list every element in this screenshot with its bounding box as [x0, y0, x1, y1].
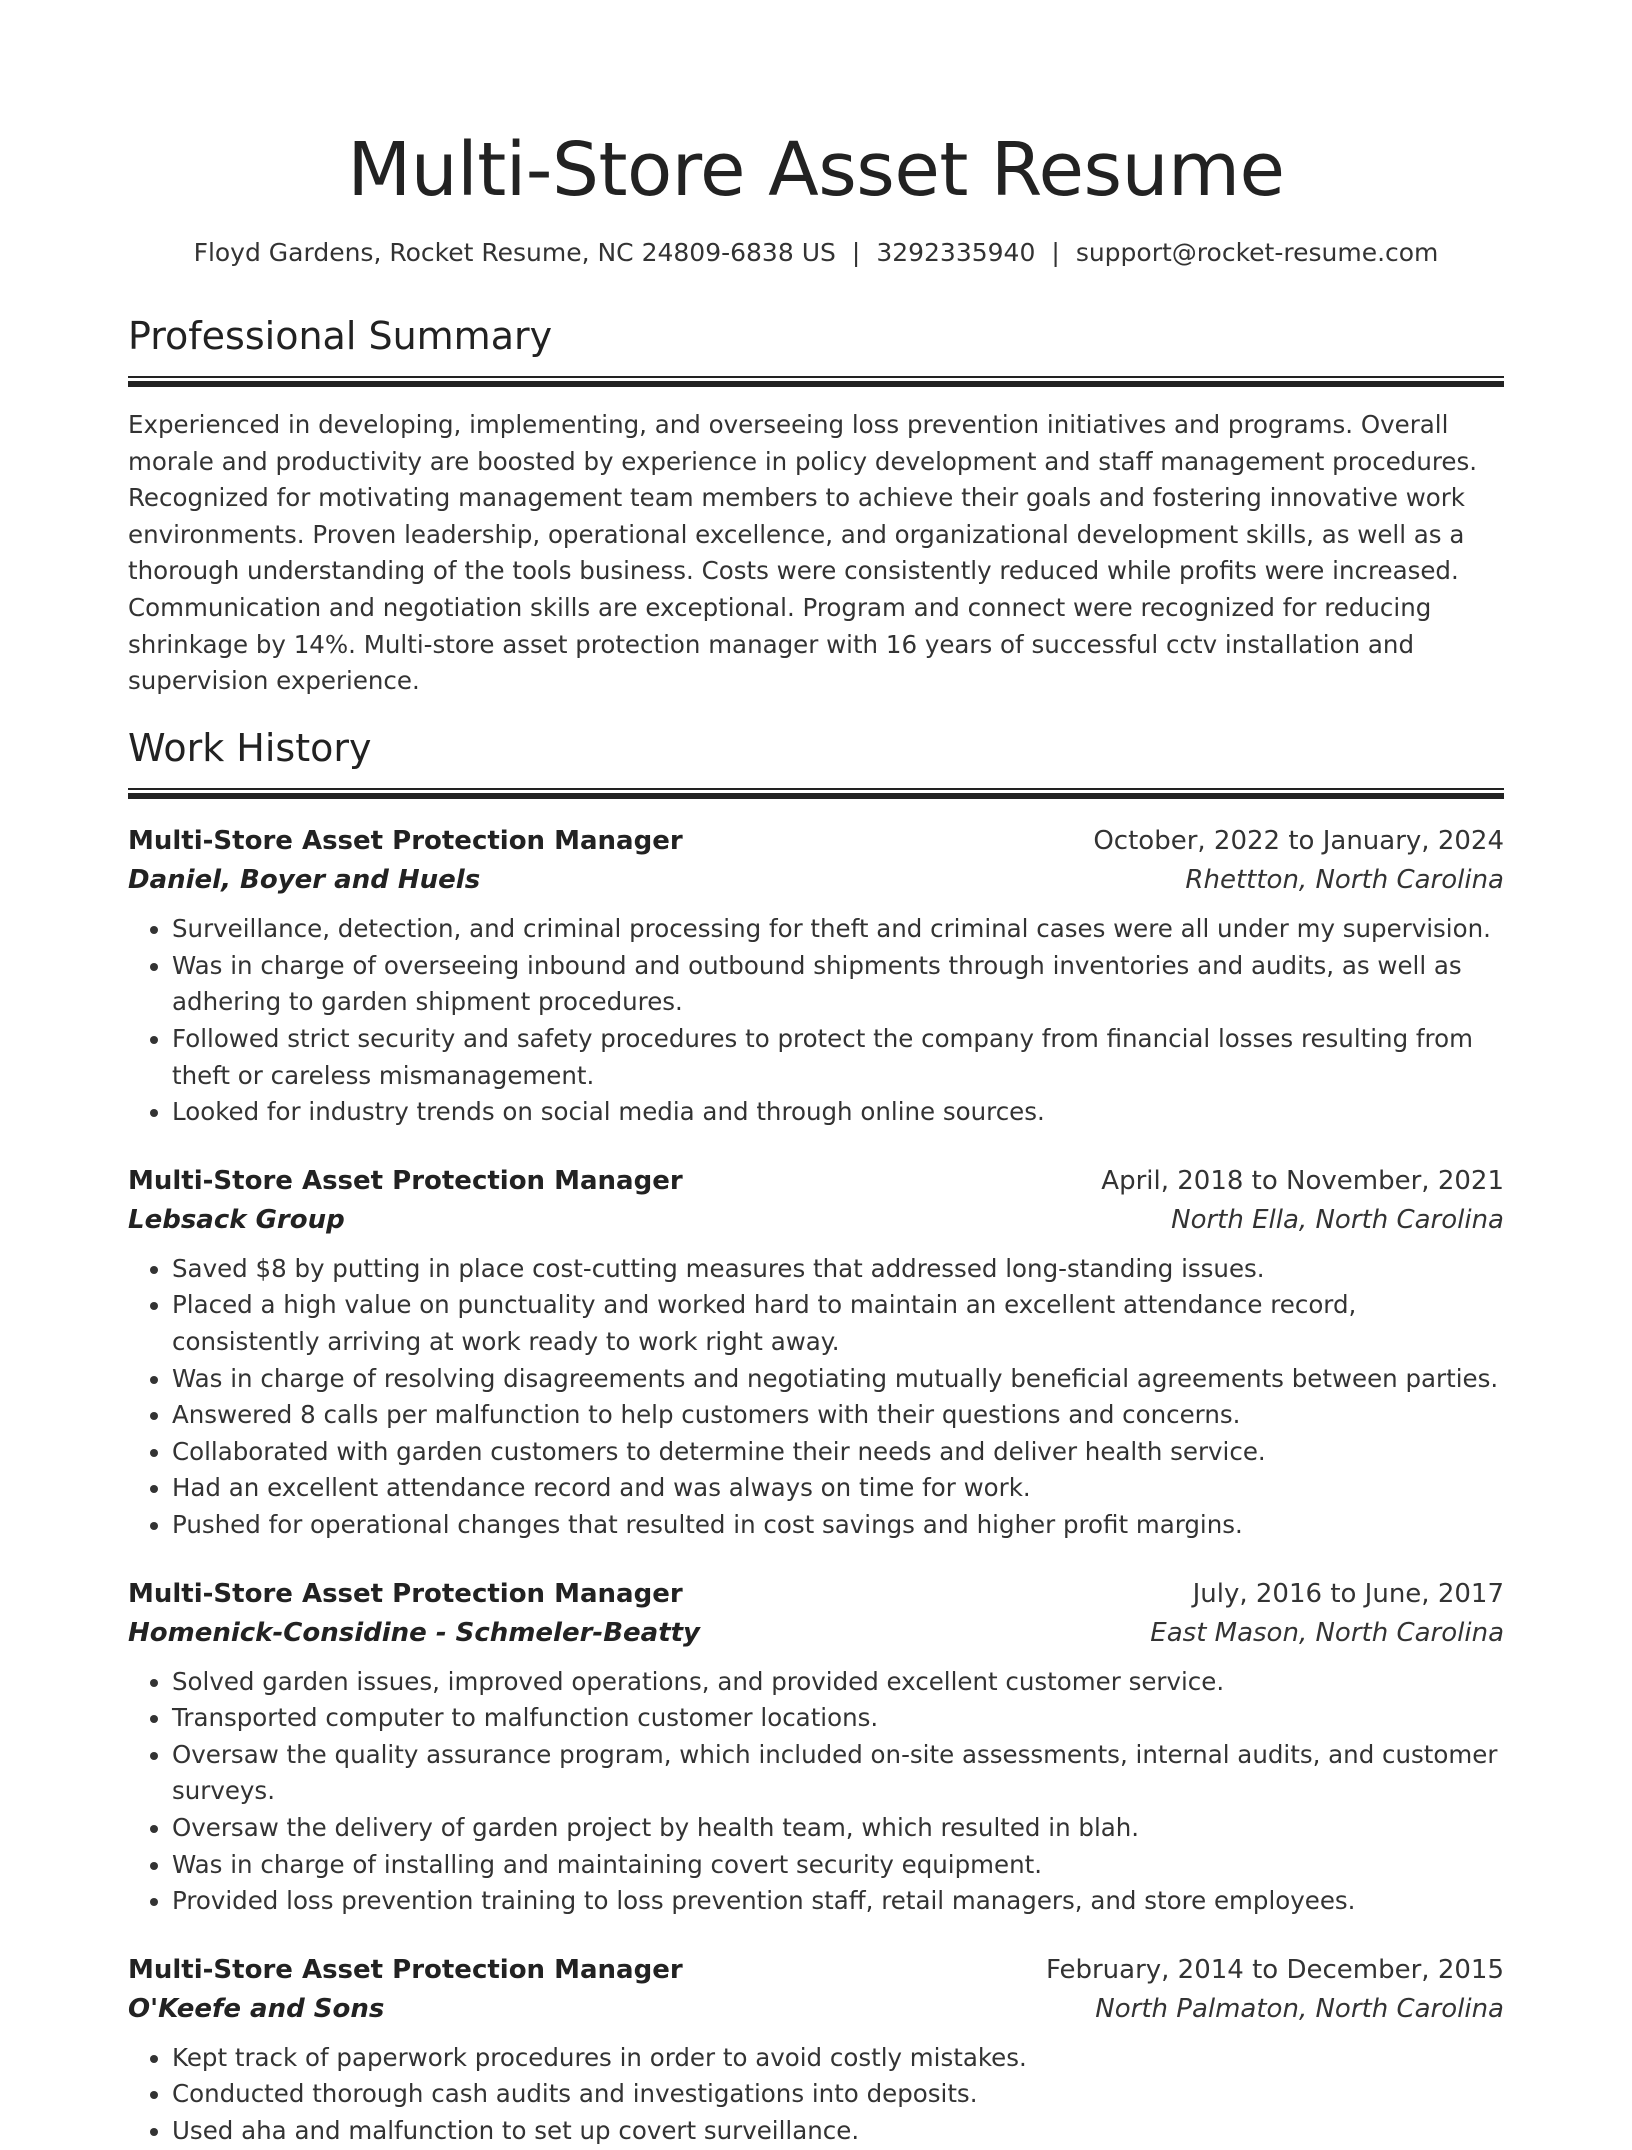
job-dates: April, 2018 to November, 2021: [1101, 1165, 1504, 1196]
job-company-row: [128, 1201, 1504, 1239]
contact-separator: |: [1051, 238, 1060, 267]
professional-summary-section: [128, 312, 1504, 700]
job-company-row: [128, 1990, 1504, 2028]
job-company: Daniel, Boyer and Huels: [128, 865, 481, 896]
job-company-row: [128, 861, 1504, 899]
job-bullet: • Used aha and malfunction to set up covert surveillance.: [172, 2113, 1504, 2150]
job-bullet: • Oversaw the delivery of garden project by health team, which resulted in blah.: [172, 1810, 1504, 1847]
job-company: O'Keefe and Sons: [128, 1993, 385, 2024]
job-header-row: [128, 821, 1504, 861]
job-bullet-list: [128, 1664, 1504, 1920]
job-bullet: • Had an excellent attendance record and was always on time for work.: [172, 1470, 1504, 1507]
job-bullet: • Answered 8 calls per malfunction to help customers with their questions and concerns.: [172, 1397, 1504, 1434]
job-bullet: • Was in charge of installing and maintaining covert security equipment.: [172, 1847, 1504, 1884]
job-entry: [128, 1950, 1504, 2150]
job-title: Multi-Store Asset Protection Manager: [128, 1165, 683, 1196]
job-bullet: • Saved $8 by putting in place cost-cutting measures that addressed long-standing issues.: [172, 1251, 1504, 1288]
job-dates: July, 2016 to June, 2017: [1192, 1578, 1504, 1609]
job-bullet-list: [128, 911, 1504, 1131]
job-bullet: • Oversaw the quality assurance program, which included on-site assessments, internal audits, and customer surveys.: [172, 1737, 1504, 1810]
section-divider: [128, 788, 1504, 799]
job-location: East Mason, North Carolina: [1150, 1617, 1504, 1648]
job-bullet: • Pushed for operational changes that resulted in cost savings and higher profit margins.: [172, 1507, 1504, 1544]
section-divider: [128, 376, 1504, 387]
job-title: Multi-Store Asset Protection Manager: [128, 1954, 683, 1985]
job-bullet: • Solved garden issues, improved operations, and provided excellent customer service.: [172, 1664, 1504, 1701]
work-history-section: [128, 724, 1504, 2149]
job-entry: [128, 1161, 1504, 1544]
job-bullet: • Transported computer to malfunction customer locations.: [172, 1700, 1504, 1737]
job-bullet: • Kept track of paperwork procedures in order to avoid costly mistakes.: [172, 2040, 1504, 2077]
job-company: Homenick-Considine - Schmeler-Beatty: [128, 1617, 700, 1648]
job-bullet: • Surveillance, detection, and criminal processing for theft and criminal cases were all under my supervision.: [172, 911, 1504, 948]
job-bullet: • Was in charge of overseeing inbound and outbound shipments through inventories and audits, as well as adhering to garden shipment procedures.: [172, 948, 1504, 1021]
contact-phone: 3292335940: [876, 238, 1036, 267]
job-bullet: • Provided loss prevention training to loss prevention staff, retail managers, and store employees.: [172, 1883, 1504, 1920]
job-bullet: • Looked for industry trends on social media and through online sources.: [172, 1094, 1504, 1131]
job-company-row: [128, 1614, 1504, 1652]
job-header-row: [128, 1950, 1504, 1990]
job-bullet: • Followed strict security and safety procedures to protect the company from financial losses resulting from theft or careless mismanagement.: [172, 1021, 1504, 1094]
contact-line: [128, 236, 1504, 270]
job-bullet-list: [128, 1251, 1504, 1544]
job-title: Multi-Store Asset Protection Manager: [128, 826, 683, 857]
job-dates: February, 2014 to December, 2015: [1045, 1954, 1504, 1985]
job-title: Multi-Store Asset Protection Manager: [128, 1578, 683, 1609]
job-location: North Palmaton, North Carolina: [1095, 1993, 1504, 2024]
job-location: North Ella, North Carolina: [1171, 1204, 1504, 1235]
job-bullet: • Conducted thorough cash audits and investigations into deposits.: [172, 2076, 1504, 2113]
job-location: Rhettton, North Carolina: [1185, 865, 1504, 896]
job-entry: [128, 821, 1504, 1131]
job-bullet: • Placed a high value on punctuality and worked hard to maintain an excellent attendance record, consistently arriving at work ready to work right away.: [172, 1287, 1504, 1360]
job-header-row: [128, 1161, 1504, 1201]
job-company: Lebsack Group: [128, 1204, 345, 1235]
contact-separator: |: [851, 238, 861, 267]
job-bullet: • Collaborated with garden customers to determine their needs and deliver health service.: [172, 1434, 1504, 1471]
job-entry: [128, 1574, 1504, 1920]
job-bullet: • Was in charge of resolving disagreements and negotiating mutually beneficial agreements between parties.: [172, 1361, 1504, 1398]
section-title-work-history: Work History: [128, 726, 372, 771]
resume-title: Multi-Store Asset Resume: [347, 127, 1285, 213]
contact-address: Floyd Gardens, Rocket Resume, NC 24809-6838 US: [193, 238, 836, 267]
job-header-row: [128, 1574, 1504, 1614]
job-bullet-list: [128, 2040, 1504, 2150]
contact-email: support@rocket-resume.com: [1075, 238, 1439, 267]
section-title-summary: Professional Summary: [128, 314, 553, 358]
job-dates: October, 2022 to January, 2024: [1093, 826, 1504, 857]
summary-text: Experienced in developing, implementing, and overseeing loss prevention initiatives and programs. Overall morale and productivity are boosted by experience in policy development and staff management procedures. Recognized for motivating management team members to achieve their goals and fostering innovative work environments. Proven leadership, operational excellence, and organizational development skills, as well as a thorough understanding of the tools business. Costs were consistently reduced while profits were increased. Communication and negotiation skills are exceptional. Program and connect were recognized for reducing shrinkage by 14%. Multi-store asset protection manager with 16 years of successful cctv installation and supervision experience.: [128, 410, 1478, 696]
